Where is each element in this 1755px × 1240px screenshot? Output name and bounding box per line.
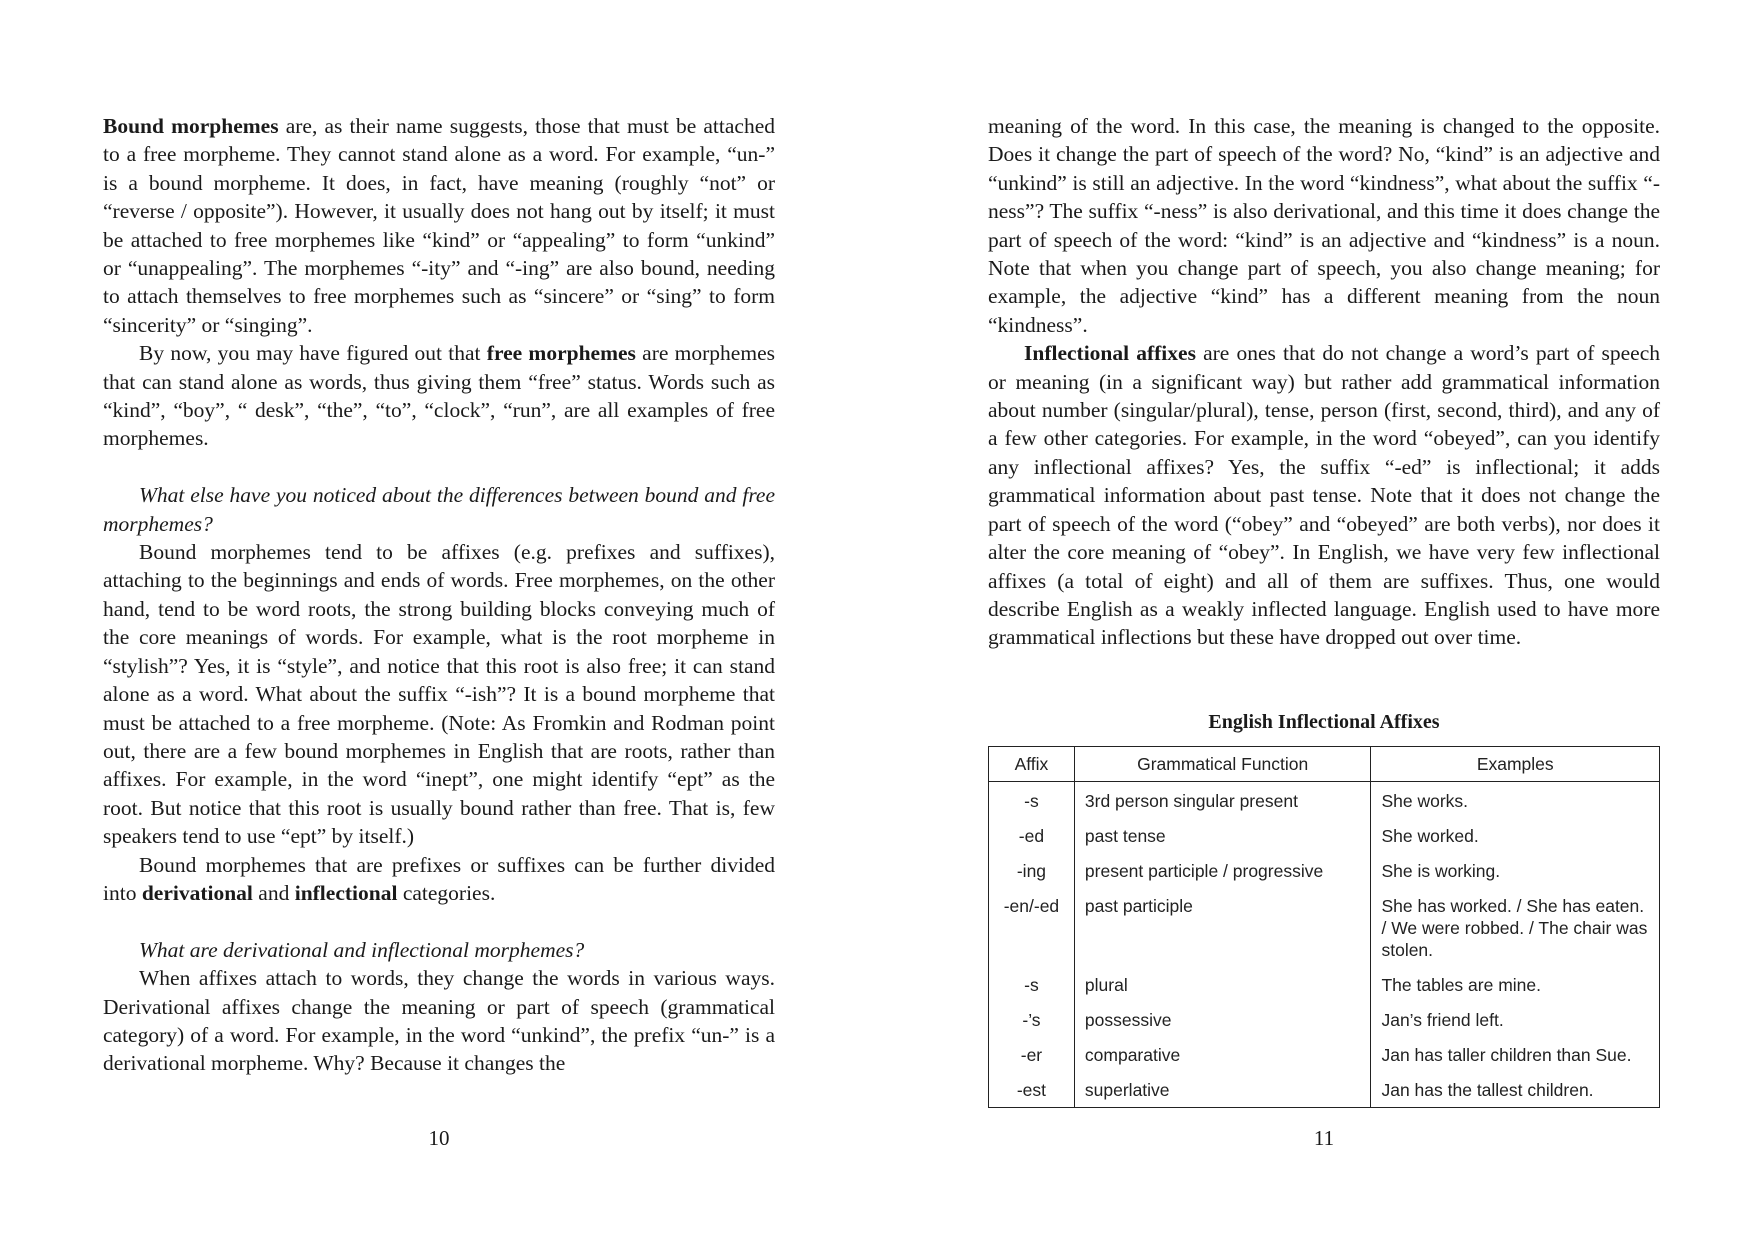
example-cell: She has worked. / She has eaten. / We were robbed. / The chair was stolen. xyxy=(1371,888,1660,967)
question-derivational-inflectional: What are derivational and inflectional morphemes? xyxy=(139,937,585,962)
example-cell: She works. xyxy=(1371,782,1660,819)
function-cell: plural xyxy=(1074,967,1371,1002)
example-cell: Jan has the tallest children. xyxy=(1371,1072,1660,1108)
example-cell: She is working. xyxy=(1371,853,1660,888)
column-header-function: Grammatical Function xyxy=(1074,747,1371,782)
table-row xyxy=(989,1002,1660,1037)
table-row xyxy=(989,888,1660,967)
function-cell: past participle xyxy=(1074,888,1371,967)
paragraph-free-morphemes: By now, you may have figured out that free morphemes are morphemes that can stand alone as words, thus giving them “free” status. Words such as “kind”, “boy”, “ desk”, “the”, “to”, “clock”, “run”, are all examples of free morphemes. xyxy=(103,341,775,451)
page-number: 10 xyxy=(428,1126,450,1150)
question-bound-vs-free: What else have you noticed about the differences between bound and free morphemes? xyxy=(103,483,775,536)
table-row xyxy=(989,967,1660,1002)
example-cell: She worked. xyxy=(1371,818,1660,853)
paragraph-bound-morphemes: Bound morphemes are, as their name suggests, those that must be attached to a free morpheme. They cannot stand alone as a word. For example, “un-” is a bound morpheme. It does, in fact, have meaning (roughly “not” or “reverse / opposite”). However, it usually does not hang out by itself; it must be attached to free morphemes like “kind” or “appealing” to form “unkind” or “unappealing”. The morphemes “-ity” and “-ing” are also bound, needing to attach themselves to free morphemes such as “sincere” or “sing” to form “sincerity” or “singing”. xyxy=(103,114,775,337)
function-cell: comparative xyxy=(1074,1037,1371,1072)
paragraph-derivational-affixes: When affixes attach to words, they change the words in various ways. Derivational affixes change the meaning or part of speech (grammatical category) of a word. For example, in the word “unkind”, the prefix “un-” is a derivational morpheme. Why? Because it changes the xyxy=(103,966,775,1076)
function-cell: superlative xyxy=(1074,1072,1371,1108)
function-cell: present participle / progressive xyxy=(1074,853,1371,888)
paragraph-meaning-change: meaning of the word. In this case, the meaning is changed to the opposite. Does it change the part of speech of the word? No, “kind” is an adjective and “unkind” is still an adjective. In the word “kindness”, what about the suffix “-ness”? The suffix “-ness” is also derivational, and this time it does change the part of speech of the word: “kind” is an adjective and “kindness” is a noun. Note that when you change part of speech, you also change meaning; for example, the adjective “kind” has a different meaning from the noun “kindness”. xyxy=(988,114,1660,337)
affix-cell: -ed xyxy=(989,818,1075,853)
column-header-examples: Examples xyxy=(1371,747,1660,782)
affix-cell: -’s xyxy=(989,1002,1075,1037)
term-free-morphemes: free morphemes xyxy=(486,341,636,366)
right-page-body xyxy=(988,112,1660,652)
paragraph-categories: Bound morphemes that are prefixes or suffixes can be further divided into derivational and inflectional categories. xyxy=(103,852,775,905)
table-row xyxy=(989,1037,1660,1072)
term-inflectional-affixes: Inflectional affixes xyxy=(1024,341,1196,366)
affix-cell: -er xyxy=(989,1037,1075,1072)
table-header-row xyxy=(989,747,1660,782)
table-row xyxy=(989,853,1660,888)
paragraph-inflectional-affixes: Inflectional affixes are ones that do not change a word’s part of speech or meaning (in a significant way) but rather add grammatical information about number (singular/plural), tense, person (first, second, third), and any of a few other categories. For example, in the word “obeyed”, can you identify any inflectional affixes? Yes, the suffix “-ed” is inflectional; it adds grammatical information about past tense. Note that it does not change the part of speech of the word (“obey” and “obeyed” are both verbs), nor does it alter the core meaning of “obey”. In English, we have very few inflectional affixes (a total of eight) and all of them are suffixes. Thus, one would describe English as a weakly inflected language. English used to have more grammatical inflections but these have dropped out over time. xyxy=(988,341,1660,650)
term-derivational: derivational xyxy=(141,880,253,905)
function-cell: possessive xyxy=(1074,1002,1371,1037)
example-cell: Jan’s friend left. xyxy=(1371,1002,1660,1037)
function-cell: 3rd person singular present xyxy=(1074,782,1371,819)
table-row xyxy=(989,1072,1660,1108)
column-header-affix: Affix xyxy=(989,747,1075,782)
affix-cell: -est xyxy=(989,1072,1075,1108)
affix-cell: -s xyxy=(989,782,1075,819)
function-cell: past tense xyxy=(1074,818,1371,853)
affix-cell: -en/-ed xyxy=(989,888,1075,967)
term-inflectional: inflectional xyxy=(294,880,398,905)
inflectional-affixes-table xyxy=(988,746,1660,1108)
affix-cell: -s xyxy=(989,967,1075,1002)
left-page-body xyxy=(103,112,775,1078)
right-page xyxy=(988,0,1660,1240)
table-row xyxy=(989,782,1660,819)
table-title: English Inflectional Affixes xyxy=(1208,711,1440,733)
left-page xyxy=(103,0,775,1240)
example-cell: Jan has taller children than Sue. xyxy=(1371,1037,1660,1072)
table-row xyxy=(989,818,1660,853)
paragraph-affixes-roots: Bound morphemes tend to be affixes (e.g. prefixes and suffixes), attaching to the beginnings and ends of words. Free morphemes, on the other hand, tend to be word roots, the strong building blocks conveying much of the core meanings of words. For example, what is the root morpheme in “stylish”? Yes, it is “style”, and notice that this root is also free; it can stand alone as a word. What about the suffix “-ish”? It is a bound morpheme that must be attached to a free morpheme. (Note: As Fromkin and Rodman point out, there are a few bound morphemes in English that are roots, rather than affixes. For example, in the word “inept”, one might identify “ept” as the root. But notice that this root is usually bound rather than free. That is, few speakers tend to use “ept” by itself.) xyxy=(103,540,775,849)
affix-cell: -ing xyxy=(989,853,1075,888)
example-cell: The tables are mine. xyxy=(1371,967,1660,1002)
term-bound-morphemes: Bound morphemes xyxy=(103,114,279,138)
page-number: 11 xyxy=(1313,1126,1335,1150)
